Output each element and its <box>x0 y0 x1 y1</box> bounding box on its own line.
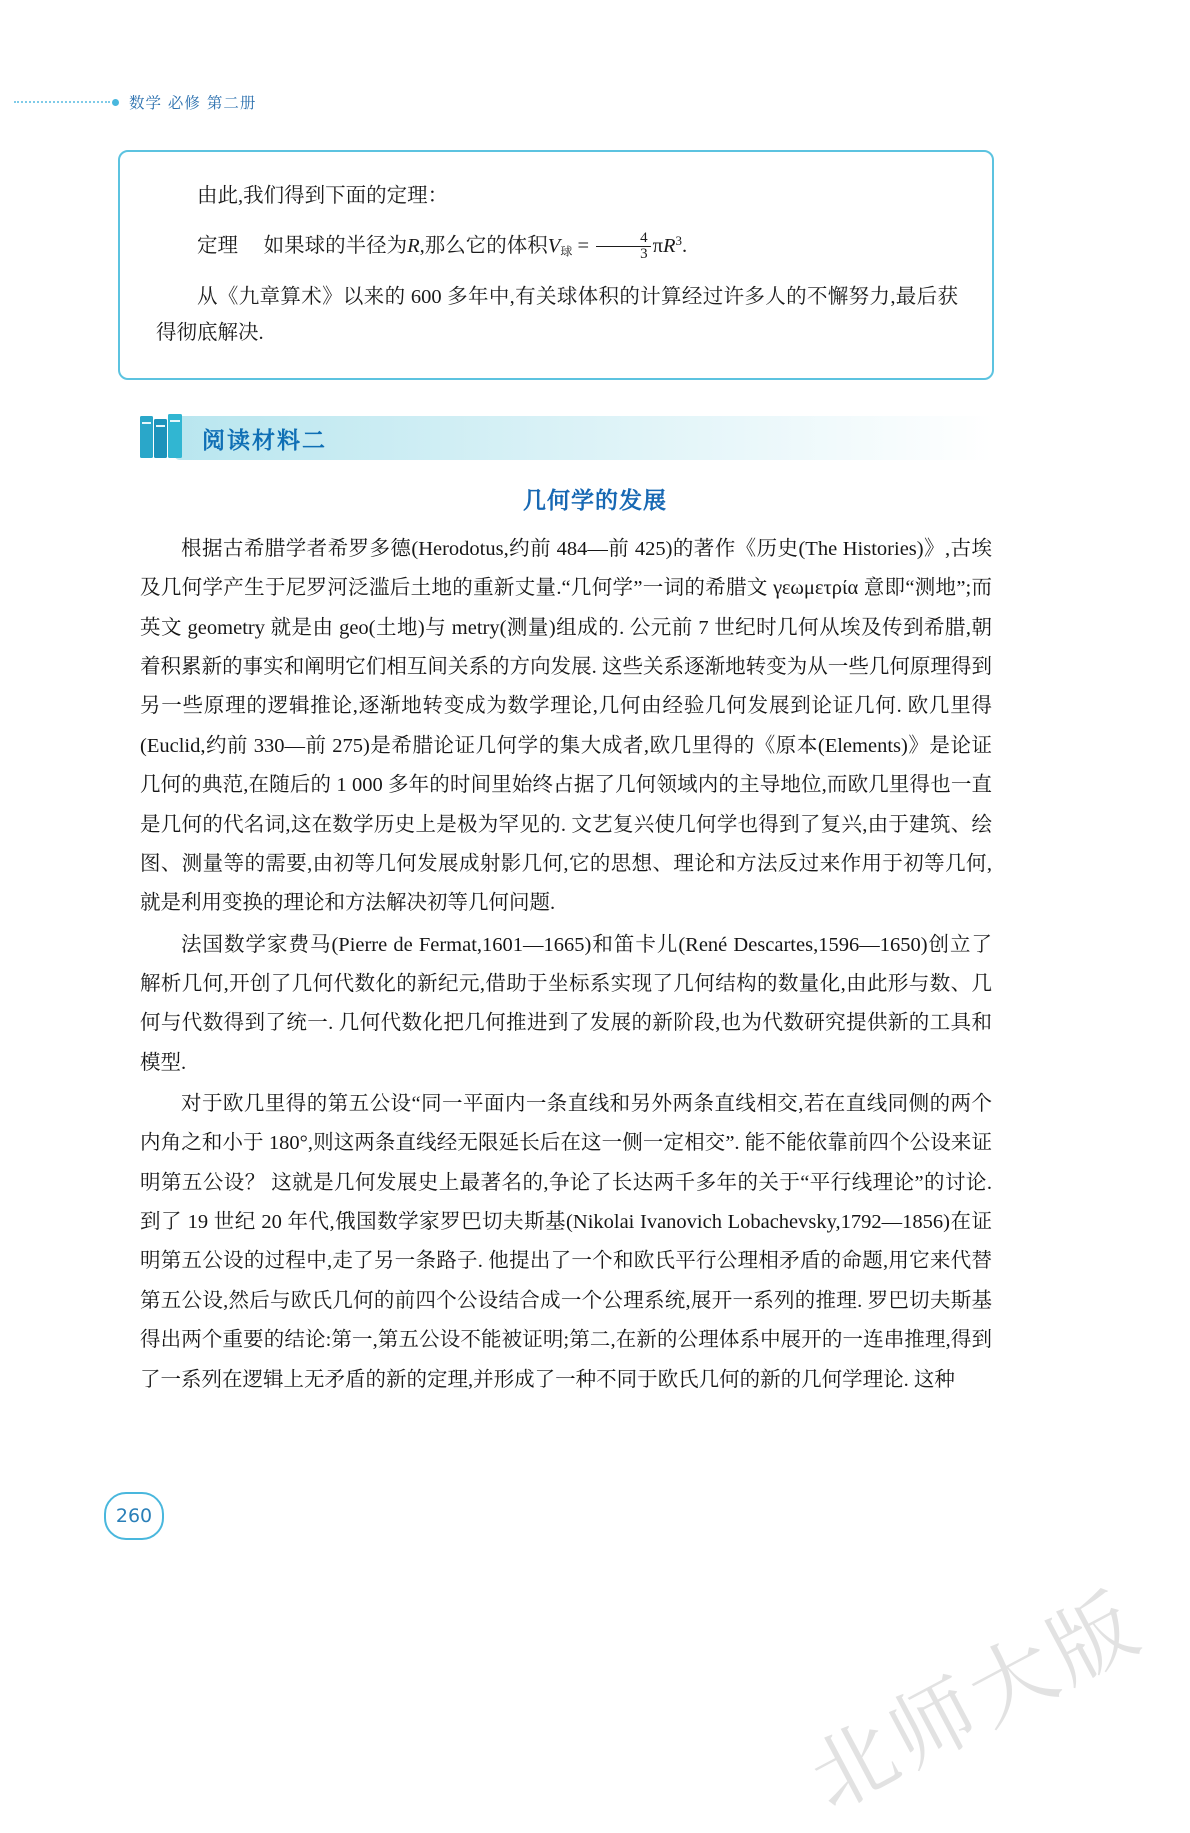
running-head-rule <box>14 101 110 103</box>
formula-period: . <box>682 235 688 258</box>
running-head <box>10 90 410 114</box>
fraction-numerator: 4 <box>596 231 651 248</box>
theorem-paragraph: 从《九章算术》以来的 600 多年中,有关球体积的计算经过许多人的不懈努力,最后获得彻底解决. <box>156 285 958 345</box>
volume-symbol: V <box>547 235 561 258</box>
books-icon <box>136 410 194 466</box>
theorem-box <box>118 150 994 380</box>
theorem-text-before: 如果球的半径为 <box>263 235 408 258</box>
equals-sign: = <box>577 235 590 258</box>
volume-subscript: 球 <box>560 244 573 259</box>
watermark: 北师大版 <box>793 1573 1158 1829</box>
pi-symbol: π <box>652 235 663 258</box>
article-title: 几何学的发展 <box>523 488 667 514</box>
page-number: 260 <box>104 1492 164 1540</box>
theorem-label: 定理 <box>197 235 238 258</box>
reading-material-banner <box>118 410 994 466</box>
running-head-dot-icon <box>112 99 119 106</box>
article-paragraph: 对于欧几里得的第五公设“同一平面内一条直线和另外两条直线相交,若在直线同侧的两个内角之和小于 180°,则这两条直线经无限延长后在这一侧一定相交”. 能不能依靠前四个公设来证明第五公设？ 这就是几何发展史上最著名的,争论了长达两千多年的关于“平行线理论”的讨论. 到了 19 世纪 20 年代,俄国数学家罗巴切夫斯基(Nikolai Ivanovich Lobachevsky,1792—1856)在证明第五公设的过程中,走了另一条路子. 他提出了一个和欧氏平行公理相矛盾的命题,用它来代替第五公设,然后与欧氏几何的前四个公设结合成一个公理系统,展开一系列的推理. 罗巴切夫斯基得出两个重要的结论:第一,第五公设不能被证明;第二,在新的公理体系中展开的一连串推理,得到了一系列在逻辑上无矛盾的新的定理,并形成了一种不同于欧氏几何的新的几何学理论. 这种 <box>140 1093 992 1391</box>
article-body <box>140 530 992 1402</box>
radius-in-formula: R <box>663 235 676 258</box>
banner-title: 阅读材料二 <box>202 428 327 454</box>
radius-power: 3 <box>675 233 683 249</box>
running-head-label: 数学 必修 第二册 <box>129 94 257 112</box>
fraction <box>596 231 651 264</box>
article-paragraph: 根据古希腊学者希罗多德(Herodotus,约前 484—前 425)的著作《历史(The Histories)》,古埃及几何学产生于尼罗河泛滥后土地的重新丈量.“几何学”一词的希腊文 γεωμετρία 意即“测地”;而英文 geometry 就是由 geo(土地)与 metry(测量)组成的. 公元前 7 世纪时几何从埃及传到希腊,朝着积累新的事实和阐明它们相互间关系的方向发展. 这些关系逐渐地转变为从一些几何原理得到另一些原理的逻辑推论,逐渐地转变成为数学理论,几何由经验几何发展到论证几何. 欧几里得(Euclid,约前 330—前 275)是希腊论证几何学的集大成者,欧几里得的《原本(Elements)》是论证几何的典范,在随后的 1 000 多年的时间里始终占据了几何领域内的主导地位,而欧几里得也一直是几何的代名词,这在数学历史上是极为罕见的. 文艺复兴使几何学也得到了复兴,由于建筑、绘图、测量等的需要,由初等几何发展成射影几何,它的思想、理论和方法反过来作用于初等几何,就是利用变换的理论和方法解决初等几何问题. <box>140 538 992 915</box>
theorem-text-middle: ,那么它的体积 <box>419 235 548 258</box>
radius-symbol: R <box>407 235 420 258</box>
theorem-statement <box>156 228 958 264</box>
theorem-lead-in: 由此,我们得到下面的定理： <box>197 185 449 207</box>
article-paragraph: 法国数学家费马(Pierre de Fermat,1601—1665)和笛卡儿(René Descartes,1596—1650)创立了解析几何,开创了几何代数化的新纪元,借助于坐标系实现了几何结构的数量化,由此形与数、几何与代数得到了统一. 几何代数化把几何推进到了发展的新阶段,也为代数研究提供新的工具和模型. <box>140 933 992 1074</box>
fraction-denominator: 3 <box>640 246 648 263</box>
